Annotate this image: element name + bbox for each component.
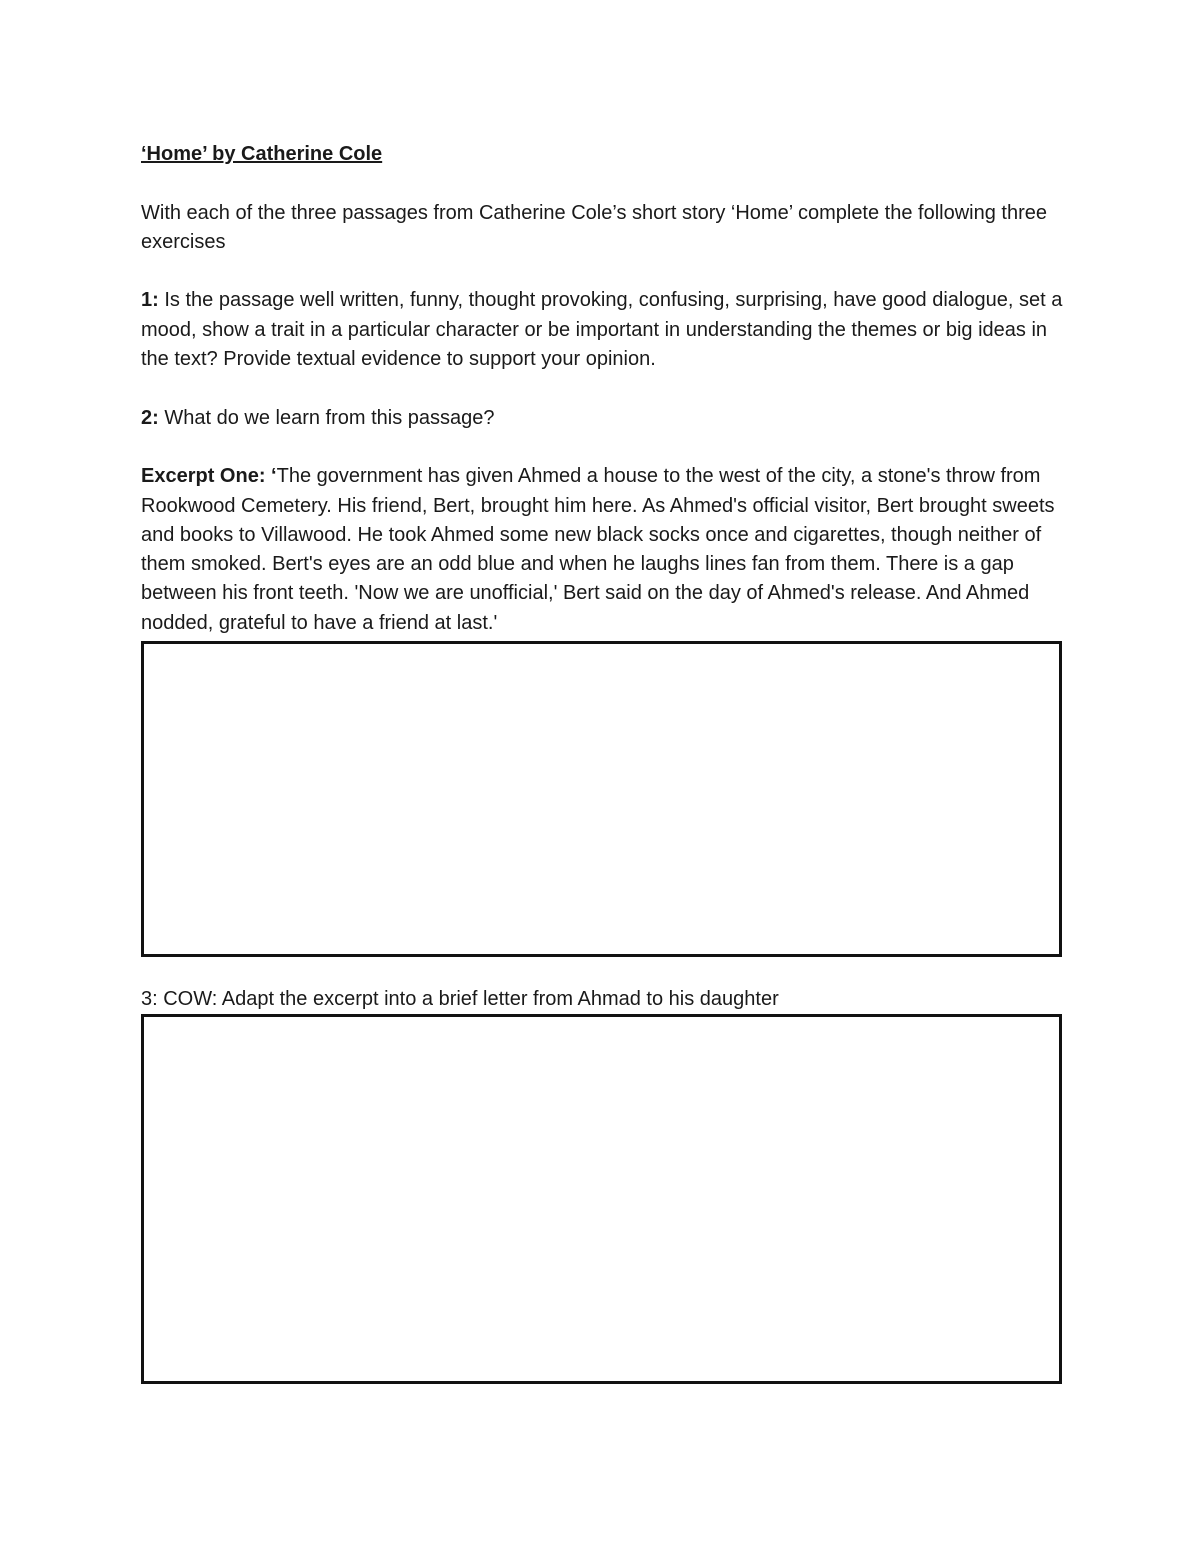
spacer xyxy=(141,257,1066,286)
spacer xyxy=(141,169,1066,198)
answer-box-1[interactable] xyxy=(141,641,1062,957)
question-1-text: Is the passage well written, funny, thought provoking, confusing, surprising, have good dialogue, set a mood, show a trait in a particular character or be important in understanding the themes or big ideas in the text? Provide textual evidence to support your opinion. xyxy=(141,289,1063,371)
excerpt-one-text: The government has given Ahmed a house to the west of the city, a stone's throw from Rookwood Cemetery. His friend, Bert, brought him here. As Ahmed's official visitor, Bert brought sweets and books to Villawood. He took Ahmed some new black socks once and cigarettes, though neither of them smoked. Bert's eyes are an odd blue and when he laughs lines fan from them. There is a gap between his front teeth. 'Now we are unofficial,' Bert said on the day of Ahmed's release. And Ahmed nodded, grateful to have a friend at last.' xyxy=(141,465,1055,634)
spacer xyxy=(141,433,1066,462)
excerpt-one-label: Excerpt One: ‘ xyxy=(141,465,277,488)
question-2-label: 2: xyxy=(141,406,159,429)
question-2-text: What do we learn from this passage? xyxy=(158,406,495,429)
question-1-label: 1: xyxy=(141,289,159,312)
question-3: 3: COW: Adapt the excerpt into a brief letter from Ahmad to his daughter xyxy=(141,988,779,1010)
spacer xyxy=(141,374,1066,403)
instructions-paragraph: With each of the three passages from Catherine Cole’s short story ‘Home’ complete the following three exercises xyxy=(141,201,1047,253)
question-2 xyxy=(141,404,1066,433)
question-1 xyxy=(141,286,1066,374)
answer-box-2[interactable] xyxy=(141,1014,1062,1384)
worksheet-title: ‘Home’ by Catherine Cole xyxy=(141,143,383,165)
excerpt-one xyxy=(141,462,1066,638)
worksheet-content xyxy=(141,140,1066,638)
